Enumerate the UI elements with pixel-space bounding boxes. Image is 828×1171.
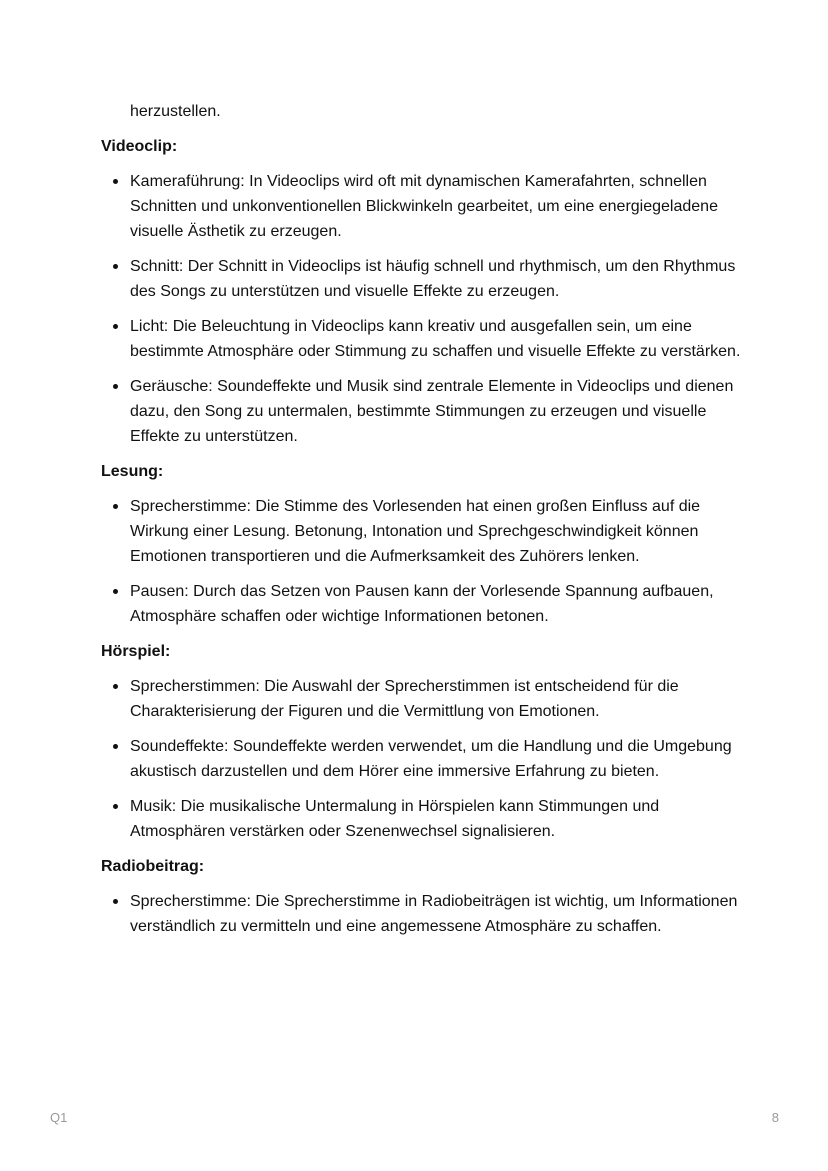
list-item	[101, 374, 741, 449]
section-heading: Lesung:	[101, 463, 164, 480]
bullet-list	[101, 674, 741, 844]
list-item	[101, 794, 741, 844]
bullet-icon	[113, 504, 118, 509]
section-radiobeitrag	[101, 854, 741, 939]
footer-label: Q1	[50, 1110, 68, 1125]
list-item-text: Soundeffekte: Soundeffekte werden verwendet, um die Handlung und die Umgebung akustisch darzustellen und dem Hörer eine immersive Erfahrung zu bieten.	[130, 738, 732, 780]
bullet-icon	[113, 899, 118, 904]
list-item-text: Sprecherstimme: Die Stimme des Vorlesenden hat einen großen Einfluss auf die Wirkung einer Lesung. Betonung, Intonation und Sprechgeschwindigkeit können Emotionen transportieren und die Aufmerksamkeit des Zuhörers lenken.	[130, 498, 701, 565]
section-heading: Radiobeitrag:	[101, 858, 205, 875]
bullet-icon	[113, 179, 118, 184]
section-videoclip	[101, 134, 741, 449]
list-item-text: Sprecherstimme: Die Sprecherstimme in Radiobeiträgen ist wichtig, um Informationen verständlich zu vermitteln und eine angemessene Atmosphäre zu schaffen.	[130, 893, 738, 935]
list-item	[101, 579, 741, 629]
list-item-text: Kameraführung: In Videoclips wird oft mit dynamischen Kamerafahrten, schnellen Schnitten und unkonventionellen Blickwinkeln gearbeitet, um eine energiegeladene visuelle Ästhetik zu erzeugen.	[130, 173, 718, 240]
continuation-text: herzustellen.	[130, 103, 221, 120]
section-heading: Hörspiel:	[101, 643, 171, 660]
list-item-text: Musik: Die musikalische Untermalung in Hörspielen kann Stimmungen und Atmosphären verstärken oder Szenenwechsel signalisieren.	[130, 798, 660, 840]
list-item-text: Sprecherstimmen: Die Auswahl der Sprecherstimmen ist entscheidend für die Charakterisierung der Figuren und die Vermittlung von Emotionen.	[130, 678, 679, 720]
list-item-text: Pausen: Durch das Setzen von Pausen kann der Vorlesende Spannung aufbauen, Atmosphäre schaffen oder wichtige Informationen betonen.	[130, 583, 714, 625]
bullet-icon	[113, 384, 118, 389]
section-heading: Videoclip:	[101, 138, 178, 155]
section-hoerspiel	[101, 639, 741, 844]
document-body	[101, 99, 741, 949]
list-item	[101, 169, 741, 244]
list-item-text: Geräusche: Soundeffekte und Musik sind zentrale Elemente in Videoclips und dienen dazu, den Song zu untermalen, bestimmte Stimmungen zu erzeugen und visuelle Effekte zu unterstützen.	[130, 378, 734, 445]
bullet-list	[101, 494, 741, 629]
page-number: 8	[771, 1110, 779, 1125]
section-lesung	[101, 459, 741, 629]
bullet-icon	[113, 324, 118, 329]
bullet-icon	[113, 589, 118, 594]
bullet-list	[101, 889, 741, 939]
bullet-list	[101, 169, 741, 449]
bullet-icon	[113, 264, 118, 269]
list-item	[101, 734, 741, 784]
list-item	[101, 494, 741, 569]
bullet-icon	[113, 804, 118, 809]
list-item	[101, 314, 741, 364]
list-item-text: Licht: Die Beleuchtung in Videoclips kann kreativ und ausgefallen sein, um eine bestimmte Atmosphäre oder Stimmung zu schaffen und visuelle Effekte zu verstärken.	[130, 318, 741, 360]
list-item	[101, 254, 741, 304]
list-item	[101, 889, 741, 939]
bullet-icon	[113, 744, 118, 749]
list-item	[101, 674, 741, 724]
list-item-text: Schnitt: Der Schnitt in Videoclips ist häufig schnell und rhythmisch, um den Rhythmus des Songs zu unterstützen und visuelle Effekte zu erzeugen.	[130, 258, 736, 300]
bullet-icon	[113, 684, 118, 689]
